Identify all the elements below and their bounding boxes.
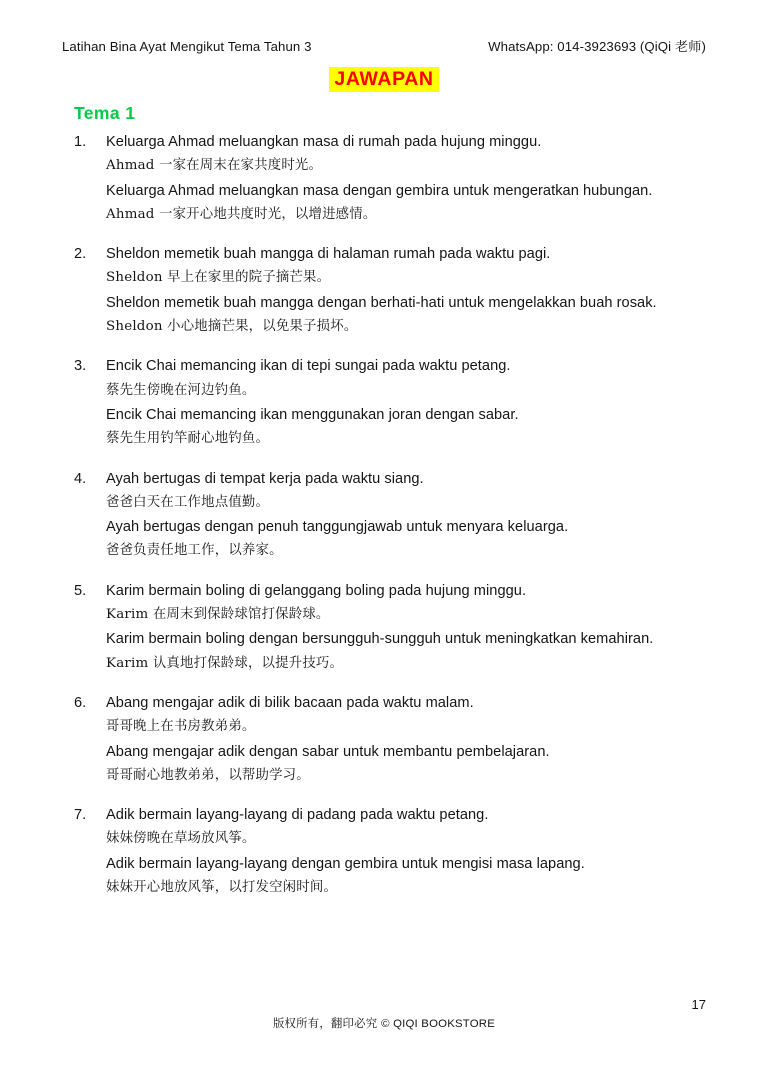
answer-line-malay: Adik bermain layang-layang dengan gembira untuk mengisi masa lapang. (106, 855, 585, 872)
document-title-row (0, 67, 768, 92)
answer-line-chinese: Sheldon 早上在家里的院子摘芒果。 (106, 270, 331, 286)
answer-item-number: 3. (74, 358, 87, 375)
answer-item (62, 691, 690, 788)
answer-item-body (106, 242, 690, 339)
answer-line-chinese: Ahmad 一家在周末在家共度时光。 (106, 158, 323, 174)
answer-line-chinese: 哥哥晚上在书房教弟弟。 (106, 719, 256, 735)
answer-line-chinese: 妹妹开心地放风筝，以打发空闲时间。 (106, 880, 338, 896)
answer-line-chinese: 蔡先生傍晚在河边钓鱼。 (106, 382, 256, 398)
header-contact-right: WhatsApp: 014-3923693 (QiQi 老师) (488, 39, 706, 54)
answer-item-number: 1. (74, 134, 87, 150)
answer-item-number: 2. (74, 246, 87, 263)
answer-item-body (106, 467, 690, 564)
answer-line-chinese: Karim 认真地打保龄球，以提升技巧。 (106, 655, 344, 671)
answer-item-body (106, 130, 690, 227)
answer-line-malay: Karim bermain boling dengan bersungguh-sungguh untuk meningkatkan kemahiran. (106, 631, 654, 648)
answer-line-chinese: Sheldon 小心地摘芒果，以免果子损坏。 (106, 319, 358, 335)
answer-line-chinese: 妹妹傍晚在草场放风筝。 (106, 831, 256, 847)
answer-line-malay: Keluarga Ahmad meluangkan masa dengan gembira untuk mengeratkan hubungan. (106, 182, 653, 199)
answer-item-number: 5. (74, 582, 87, 599)
copyright-chinese: 版权所有，翻印必究 (272, 1016, 382, 1030)
answer-list (62, 130, 690, 915)
answer-item (62, 354, 690, 451)
answer-line-malay: Ayah bertugas dengan penuh tanggungjawab untuk menyara keluarga. (106, 519, 569, 536)
answer-item-number: 4. (74, 470, 87, 487)
answer-line-malay: Keluarga Ahmad meluangkan masa di rumah pada hujung minggu. (106, 134, 542, 150)
answer-item (62, 579, 690, 676)
copyright-notice (0, 1015, 768, 1031)
answer-line-malay: Sheldon memetik buah mangga dengan berhati-hati untuk mengelakkan buah rosak. (106, 294, 657, 311)
answer-line-malay: Karim bermain boling di gelanggang boling pada hujung minggu. (106, 582, 527, 599)
document-header (62, 36, 706, 55)
answer-line-malay: Ayah bertugas di tempat kerja pada waktu siang. (106, 470, 424, 487)
answer-item (62, 242, 690, 339)
answer-line-malay: Adik bermain layang-layang di padang pada waktu petang. (106, 807, 489, 824)
answer-line-malay: Sheldon memetik buah mangga di halaman rumah pada waktu pagi. (106, 246, 551, 263)
answer-item-number: 7. (74, 807, 87, 824)
answer-line-malay: Encik Chai memancing ikan menggunakan joran dengan sabar. (106, 406, 519, 423)
answer-item-body (106, 354, 690, 451)
page-number: 17 (691, 997, 706, 1012)
answer-item (62, 467, 690, 564)
answer-item-body (106, 803, 690, 900)
answer-line-chinese: Ahmad 一家开心地共度时光，以增进感情。 (106, 206, 377, 222)
answer-item-body (106, 579, 690, 676)
answer-line-chinese: 蔡先生用钓竿耐心地钓鱼。 (106, 431, 270, 447)
answer-line-malay: Abang mengajar adik di bilik bacaan pada waktu malam. (106, 694, 474, 711)
page-title: JAWAPAN (329, 67, 438, 92)
answer-item-body (106, 691, 690, 788)
answer-line-chinese: Karim 在周末到保龄球馆打保龄球。 (106, 607, 330, 623)
answer-item-number: 6. (74, 694, 87, 711)
answer-line-chinese: 哥哥耐心地教弟弟，以帮助学习。 (106, 767, 310, 783)
answer-line-chinese: 爸爸负责任地工作，以养家。 (106, 543, 283, 559)
answer-item (62, 130, 690, 227)
answer-line-malay: Encik Chai memancing ikan di tepi sungai pada waktu petang. (106, 358, 511, 375)
answer-line-chinese: 爸爸白天在工作地点值勤。 (106, 494, 270, 510)
header-title-left: Latihan Bina Ayat Mengikut Tema Tahun 3 (62, 39, 312, 54)
copyright-english: © QIQI BOOKSTORE (381, 1018, 496, 1030)
section-heading-tema: Tema 1 (74, 103, 136, 123)
answer-item (62, 803, 690, 900)
answer-line-malay: Abang mengajar adik dengan sabar untuk membantu pembelajaran. (106, 743, 550, 760)
